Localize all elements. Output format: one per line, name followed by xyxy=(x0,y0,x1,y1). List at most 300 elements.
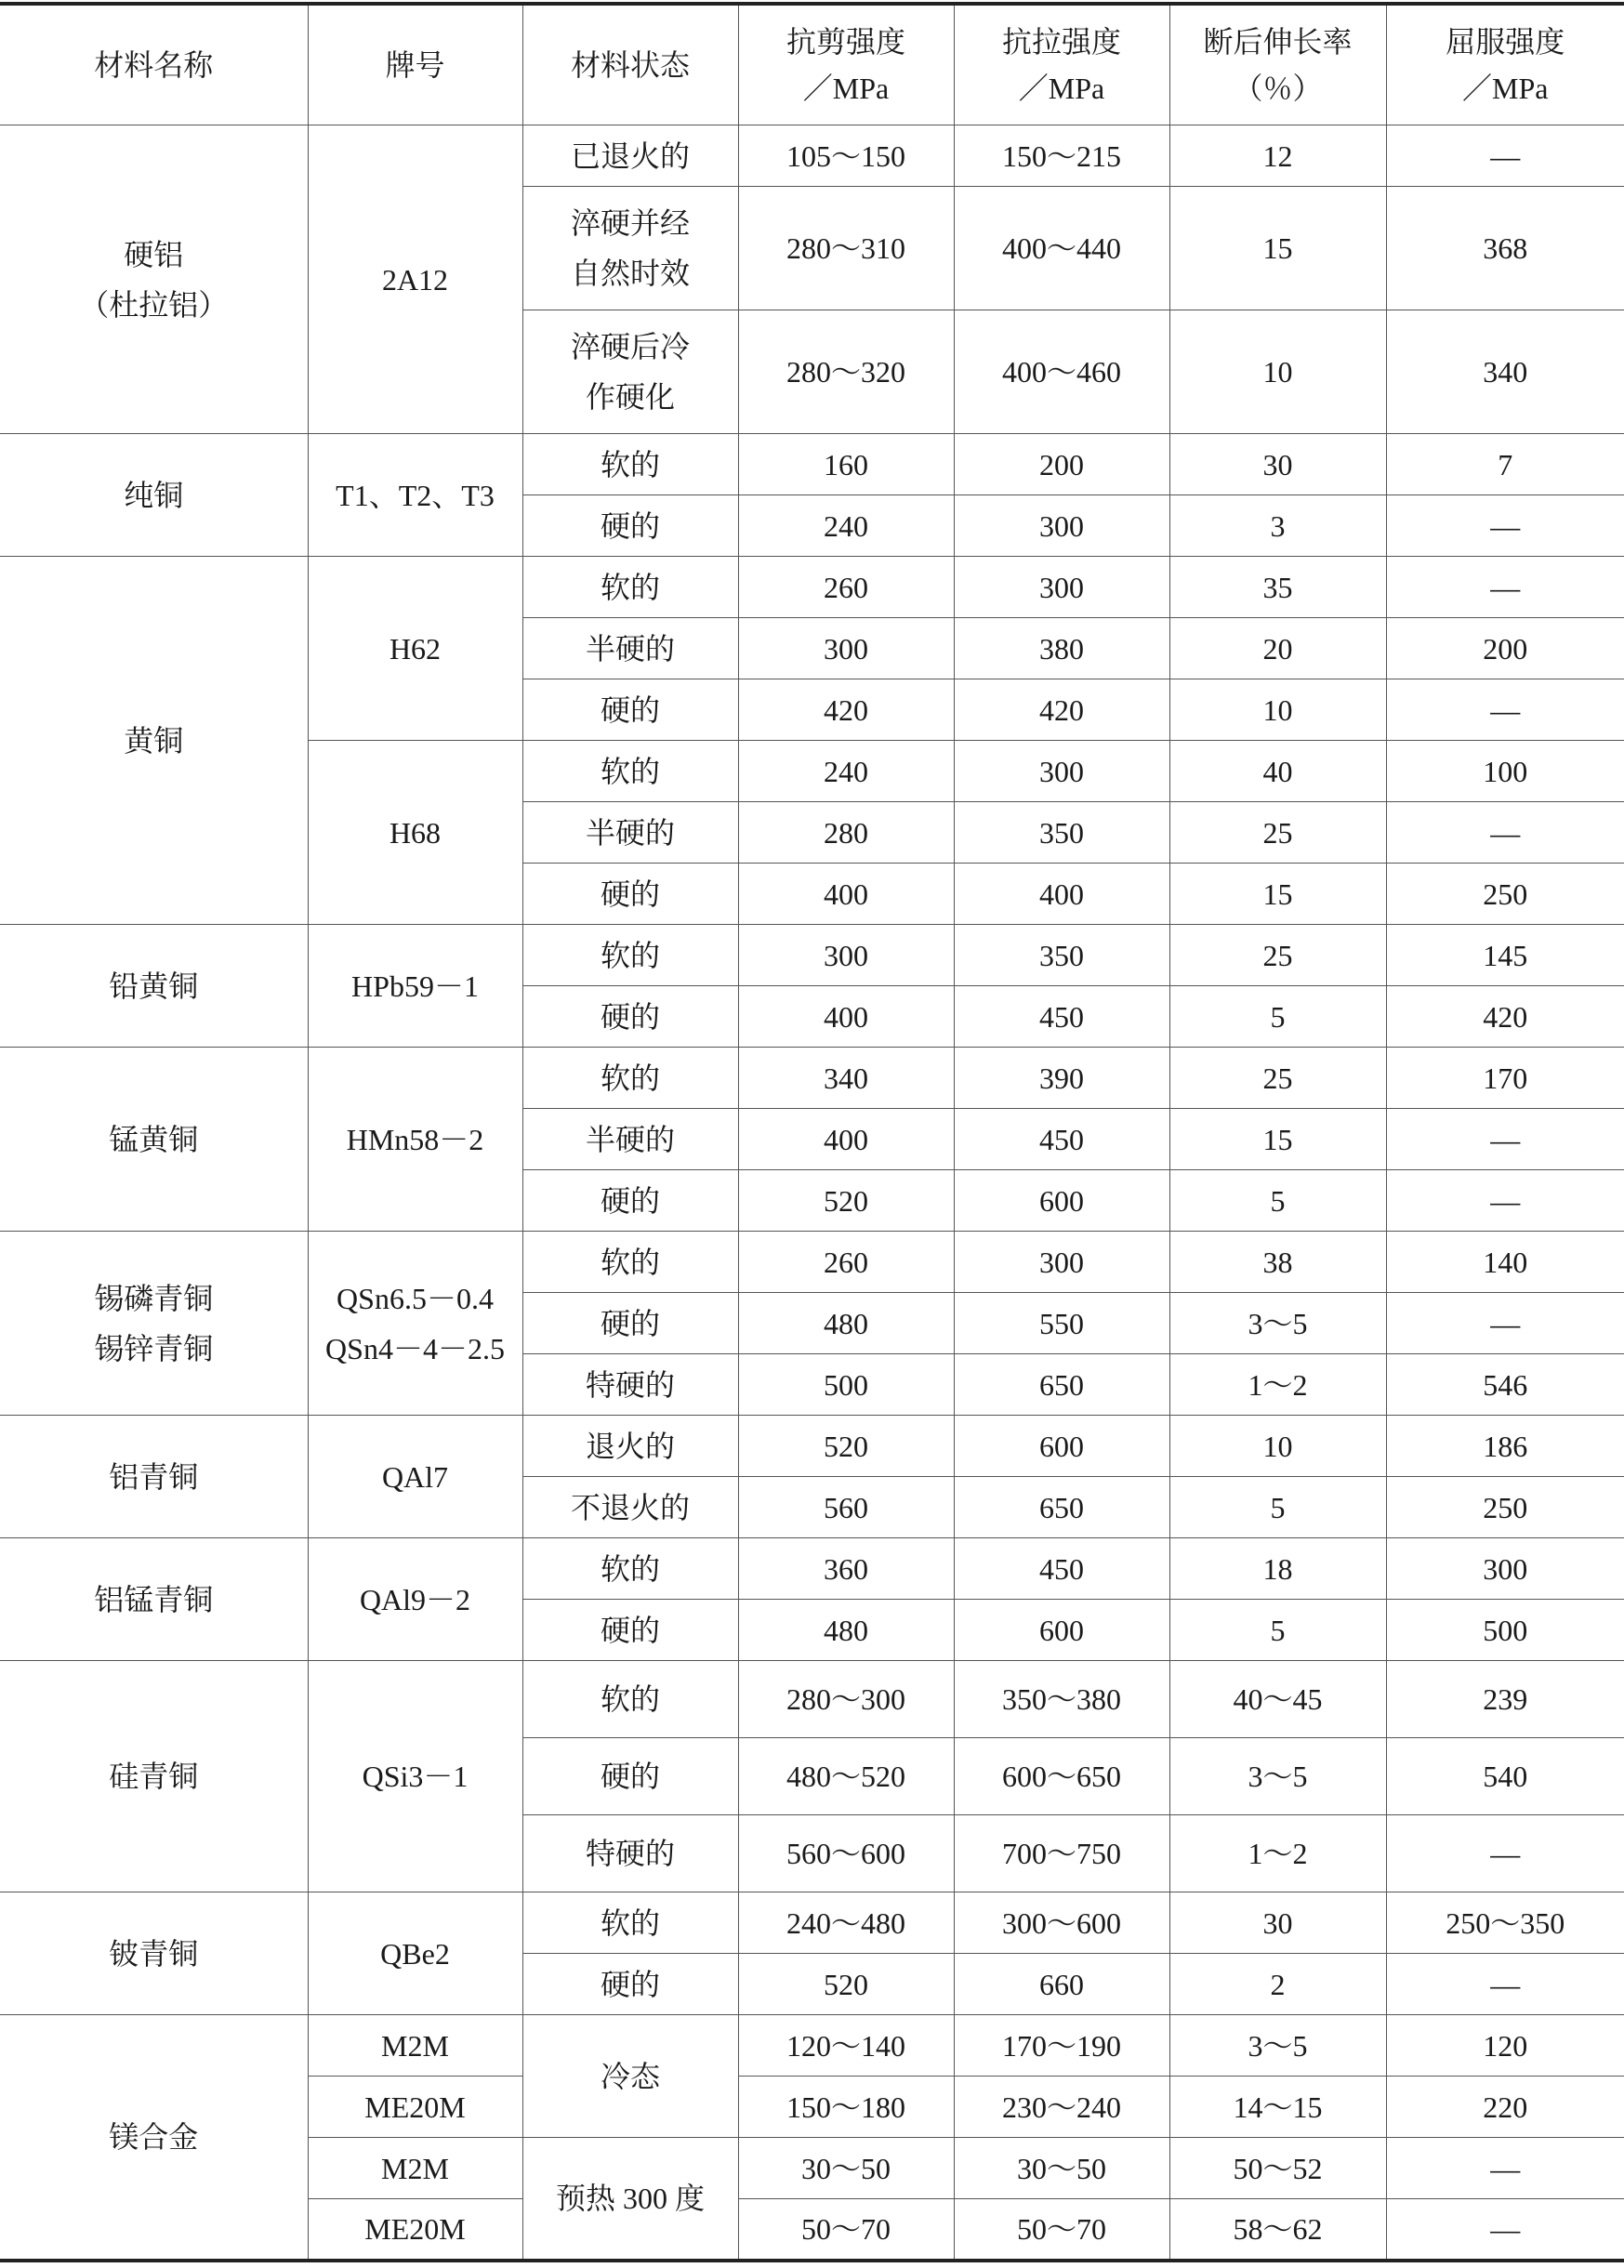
cell-text: 冷态 xyxy=(600,2059,660,2093)
table-cell xyxy=(954,1661,1169,1738)
table-cell xyxy=(954,2138,1169,2199)
cell-text: 250～350 xyxy=(1446,1905,1565,1940)
table-cell xyxy=(1169,187,1386,310)
table-row xyxy=(0,1416,1624,1477)
table-cell xyxy=(1169,557,1386,618)
table-cell xyxy=(954,1738,1169,1815)
table-cell xyxy=(522,1109,738,1170)
table-cell xyxy=(522,1738,738,1815)
table-cell xyxy=(522,679,738,741)
cell-text: 650 xyxy=(1039,1490,1084,1524)
table-cell xyxy=(522,2015,738,2138)
cell-text: 特硬的 xyxy=(585,1837,675,1870)
cell-text: QAl7 xyxy=(381,1459,449,1494)
table-cell xyxy=(738,986,954,1048)
table-cell xyxy=(1169,1477,1386,1538)
table-cell xyxy=(1386,125,1624,187)
table-cell xyxy=(738,1954,954,2015)
cell-text: 450 xyxy=(1039,1551,1084,1586)
cell-text: — xyxy=(1490,1183,1521,1218)
table-cell xyxy=(522,495,738,557)
cell-text: 硬的 xyxy=(600,999,660,1034)
table-cell xyxy=(522,1538,738,1600)
table-cell xyxy=(522,1293,738,1354)
table-cell xyxy=(1386,864,1624,925)
table-cell xyxy=(1386,187,1624,310)
table-cell xyxy=(1386,1416,1624,1477)
cell-text: 硬的 xyxy=(600,692,660,727)
table-cell xyxy=(308,2138,522,2199)
cell-text: 硬的 xyxy=(600,1760,660,1793)
table-cell xyxy=(738,1815,954,1892)
cell-text: 58～62 xyxy=(1233,2211,1323,2246)
table-cell xyxy=(308,434,522,557)
table-cell xyxy=(738,187,954,310)
table-row xyxy=(0,1232,1624,1293)
table-cell xyxy=(1169,1954,1386,2015)
cell-text: 淬硬并经 xyxy=(570,206,690,240)
cell-text: QAl9－2 xyxy=(359,1582,471,1616)
cell-text: QBe2 xyxy=(380,1936,450,1971)
table-cell xyxy=(738,1232,954,1293)
cell-text: 450 xyxy=(1039,1122,1084,1156)
cell-text: 230～240 xyxy=(1001,2090,1121,2124)
table-cell xyxy=(522,1954,738,2015)
table-cell xyxy=(522,618,738,679)
table-cell xyxy=(0,1661,308,1892)
cell-text: QSn6.5－0.4 xyxy=(337,1281,494,1315)
table-cell xyxy=(522,557,738,618)
table-cell xyxy=(1169,1354,1386,1416)
cell-text: M2M xyxy=(381,2151,449,2185)
table-cell xyxy=(738,125,954,187)
cell-text: 400～440 xyxy=(1001,231,1121,265)
table-cell xyxy=(1386,1109,1624,1170)
table-cell xyxy=(738,1600,954,1661)
cell-text: 546 xyxy=(1483,1367,1528,1402)
cell-text: 120～140 xyxy=(786,2028,905,2063)
table-cell xyxy=(1169,2199,1386,2261)
table-row xyxy=(0,434,1624,495)
cell-text: 30 xyxy=(1262,447,1293,481)
table-cell xyxy=(954,1416,1169,1477)
cell-text: 硬的 xyxy=(600,508,660,543)
cell-text: — xyxy=(1490,138,1521,173)
table-cell xyxy=(308,1048,522,1232)
cell-text: 500 xyxy=(1483,1613,1528,1647)
cell-text: ME20M xyxy=(364,2090,466,2124)
table-cell xyxy=(522,1661,738,1738)
cell-text: 38 xyxy=(1262,1245,1293,1279)
cell-text: 硬铝 xyxy=(124,237,184,271)
cell-text: 硬的 xyxy=(600,1613,660,1647)
cell-text: 硬的 xyxy=(600,1306,660,1340)
table-cell xyxy=(954,679,1169,741)
table-cell xyxy=(522,2138,738,2261)
cell-text: 520 xyxy=(824,1967,868,2001)
cell-text: 软的 xyxy=(600,1682,660,1716)
table-cell xyxy=(308,2199,522,2261)
table-cell xyxy=(308,1538,522,1661)
cell-text: 软的 xyxy=(600,570,660,604)
cell-text: 150～180 xyxy=(786,2090,905,2124)
cell-text: 660 xyxy=(1039,1967,1084,2001)
cell-text: 600～650 xyxy=(1001,1760,1121,1793)
table-cell xyxy=(1169,2138,1386,2199)
table-cell xyxy=(954,1232,1169,1293)
table-cell xyxy=(522,1232,738,1293)
table-cell xyxy=(0,1232,308,1416)
cell-text: 2A12 xyxy=(381,262,449,297)
table-cell xyxy=(1386,1815,1624,1892)
table-row xyxy=(0,1048,1624,1109)
table-cell xyxy=(1386,925,1624,986)
cell-text: 50～52 xyxy=(1233,2151,1323,2185)
table-cell xyxy=(738,925,954,986)
table-cell xyxy=(738,2077,954,2138)
cell-text: 520 xyxy=(824,1183,868,1218)
cell-text: HPb59－1 xyxy=(351,969,479,1003)
cell-text: 280～310 xyxy=(786,231,905,265)
cell-text: 145 xyxy=(1483,938,1528,972)
header-material-name: 材料名称 xyxy=(0,4,308,125)
table-cell xyxy=(1386,741,1624,802)
cell-text: 黄铜 xyxy=(124,723,184,758)
cell-text: 350～380 xyxy=(1001,1682,1121,1716)
cell-text: 硬的 xyxy=(600,1967,660,2001)
cell-text: 240～480 xyxy=(786,1905,905,1940)
cell-text: 20 xyxy=(1262,631,1293,666)
table-cell xyxy=(1169,1293,1386,1354)
cell-text: 170～190 xyxy=(1001,2028,1121,2063)
table-cell xyxy=(1169,741,1386,802)
cell-text: 淬硬后冷 xyxy=(570,330,690,363)
table-cell xyxy=(954,2077,1169,2138)
table-row xyxy=(0,1661,1624,1738)
cell-text: QSi3－1 xyxy=(362,1760,469,1793)
cell-text: 软的 xyxy=(600,754,660,788)
cell-text: 600 xyxy=(1039,1429,1084,1463)
cell-text: M2M xyxy=(381,2028,449,2063)
table-cell xyxy=(738,2015,954,2077)
table-cell xyxy=(738,864,954,925)
table-cell xyxy=(1169,1661,1386,1738)
cell-text: 260 xyxy=(824,570,868,604)
header-grade: 牌号 xyxy=(308,4,522,125)
table-cell xyxy=(1386,310,1624,434)
table-cell xyxy=(522,1892,738,1954)
cell-text: 105～150 xyxy=(786,138,905,173)
table-cell xyxy=(0,2015,308,2261)
table-cell xyxy=(308,2077,522,2138)
cell-text: 软的 xyxy=(600,447,660,481)
cell-text: 260 xyxy=(824,1245,868,1279)
table-cell xyxy=(954,1354,1169,1416)
cell-text: 半硬的 xyxy=(585,815,675,850)
cell-text: 350 xyxy=(1039,815,1084,850)
cell-text: 5 xyxy=(1270,1613,1286,1647)
header-elongation: 断后伸长率 （％） xyxy=(1169,4,1386,125)
cell-text: 200 xyxy=(1483,631,1528,666)
table-cell xyxy=(1169,1738,1386,1815)
table-cell xyxy=(954,310,1169,434)
table-cell xyxy=(1169,2077,1386,2138)
cell-text: 368 xyxy=(1483,231,1528,265)
cell-text: 50～70 xyxy=(800,2211,891,2246)
table-cell xyxy=(0,1538,308,1661)
table-cell xyxy=(0,1892,308,2015)
cell-text: 280～300 xyxy=(786,1682,905,1716)
table-cell xyxy=(522,802,738,864)
table-cell xyxy=(0,557,308,925)
table-cell xyxy=(1386,1232,1624,1293)
cell-text: 300 xyxy=(1483,1551,1528,1586)
table-cell xyxy=(1169,925,1386,986)
table-cell xyxy=(1386,2199,1624,2261)
table-cell xyxy=(738,1354,954,1416)
table-cell xyxy=(1386,679,1624,741)
cell-text: 15 xyxy=(1262,1122,1293,1156)
cell-text: 已退火的 xyxy=(570,138,690,173)
table-cell xyxy=(522,986,738,1048)
table-body xyxy=(0,125,1624,2261)
table-cell xyxy=(1386,1354,1624,1416)
table-cell xyxy=(1386,618,1624,679)
cell-text: 3～5 xyxy=(1248,1760,1308,1793)
cell-text: 560 xyxy=(824,1490,868,1524)
table-cell xyxy=(1386,2015,1624,2077)
table-cell xyxy=(738,434,954,495)
table-cell xyxy=(522,1170,738,1232)
table-cell xyxy=(308,1661,522,1892)
cell-text: 250 xyxy=(1483,877,1528,911)
header-row xyxy=(0,4,1624,125)
cell-text: 140 xyxy=(1483,1245,1528,1279)
cell-text: 300～600 xyxy=(1001,1905,1121,1940)
table-cell xyxy=(1169,986,1386,1048)
table-cell xyxy=(954,1954,1169,2015)
table-cell xyxy=(954,1293,1169,1354)
table-cell xyxy=(738,495,954,557)
cell-text: 300 xyxy=(824,938,868,972)
table-cell xyxy=(1169,1109,1386,1170)
header-condition: 材料状态 xyxy=(522,4,738,125)
cell-text: 400 xyxy=(824,877,868,911)
table-cell xyxy=(1386,1048,1624,1109)
table-cell xyxy=(738,310,954,434)
cell-text: 铝锰青铜 xyxy=(94,1582,214,1616)
cell-text: 220 xyxy=(1483,2090,1528,2124)
table-cell xyxy=(0,1416,308,1538)
material-properties-table xyxy=(0,2,1624,2262)
table-cell xyxy=(738,1661,954,1738)
cell-text: 150～215 xyxy=(1001,138,1121,173)
cell-text: 纯铜 xyxy=(124,478,184,512)
table-cell xyxy=(1169,1170,1386,1232)
table-cell xyxy=(954,1170,1169,1232)
cell-text: — xyxy=(1490,1306,1521,1340)
table-cell xyxy=(1386,2077,1624,2138)
cell-text: 镁合金 xyxy=(109,2119,199,2154)
cell-text: 300 xyxy=(1039,754,1084,788)
table-cell xyxy=(1169,618,1386,679)
table-cell xyxy=(522,1416,738,1477)
table-cell xyxy=(0,1048,308,1232)
cell-text: 3 xyxy=(1270,508,1286,543)
table-cell xyxy=(1386,1661,1624,1738)
cell-text: 15 xyxy=(1262,231,1293,265)
cell-text: 550 xyxy=(1039,1306,1084,1340)
header-shear-strength: 抗剪强度 ／MPa xyxy=(738,4,954,125)
cell-text: 3～5 xyxy=(1248,2028,1308,2063)
table-cell xyxy=(954,187,1169,310)
table-cell xyxy=(738,618,954,679)
cell-text: 300 xyxy=(1039,508,1084,543)
cell-text: 200 xyxy=(1039,447,1084,481)
cell-text: 锰黄铜 xyxy=(109,1122,199,1156)
table-row xyxy=(0,925,1624,986)
cell-text: 软的 xyxy=(600,938,660,972)
cell-text: 400 xyxy=(1039,877,1084,911)
table-cell xyxy=(1386,802,1624,864)
table-cell xyxy=(308,1416,522,1538)
table-cell xyxy=(954,1109,1169,1170)
cell-text: 锡磷青铜 xyxy=(94,1281,214,1315)
cell-text: 10 xyxy=(1262,355,1293,389)
table-cell xyxy=(738,557,954,618)
cell-text: 25 xyxy=(1262,938,1293,972)
cell-text: 280 xyxy=(824,815,868,850)
cell-text: — xyxy=(1490,1122,1521,1156)
cell-text: T1、T2、T3 xyxy=(336,478,495,512)
table-cell xyxy=(738,741,954,802)
table-cell xyxy=(522,1600,738,1661)
table-cell xyxy=(1386,1954,1624,2015)
cell-text: 340 xyxy=(824,1061,868,1095)
table-cell xyxy=(1386,2138,1624,2199)
table-header xyxy=(0,4,1624,125)
header-tensile-strength: 抗拉强度 ／MPa xyxy=(954,4,1169,125)
table-cell xyxy=(954,618,1169,679)
cell-text: 420 xyxy=(1483,999,1528,1034)
cell-text: 30～50 xyxy=(1016,2151,1106,2185)
cell-text: 35 xyxy=(1262,570,1293,604)
cell-text: H62 xyxy=(389,631,442,666)
table-cell xyxy=(0,925,308,1048)
table-cell xyxy=(738,2138,954,2199)
cell-text: 420 xyxy=(1039,692,1084,727)
table-cell xyxy=(954,1477,1169,1538)
cell-text: — xyxy=(1490,570,1521,604)
cell-text: 700～750 xyxy=(1001,1837,1121,1870)
table-cell xyxy=(1386,1538,1624,1600)
table-cell xyxy=(738,802,954,864)
cell-text: — xyxy=(1490,2211,1521,2246)
cell-text: 600 xyxy=(1039,1613,1084,1647)
cell-text: 不退火的 xyxy=(570,1490,690,1524)
cell-text: 40 xyxy=(1262,754,1293,788)
table-cell xyxy=(954,1815,1169,1892)
cell-text: 预热 300 度 xyxy=(555,2181,705,2215)
cell-text: — xyxy=(1490,1967,1521,2001)
cell-text: 铍青铜 xyxy=(109,1936,199,1971)
table-cell xyxy=(308,557,522,741)
table-cell xyxy=(1169,1232,1386,1293)
table-cell xyxy=(738,1892,954,1954)
cell-text: 50～70 xyxy=(1016,2211,1106,2246)
cell-text: — xyxy=(1490,2151,1521,2185)
cell-text: 3～5 xyxy=(1248,1306,1308,1340)
cell-text: 30 xyxy=(1262,1905,1293,1940)
cell-text: 40～45 xyxy=(1233,1682,1323,1716)
cell-text: 160 xyxy=(824,447,868,481)
cell-text: 240 xyxy=(824,754,868,788)
table-cell xyxy=(954,434,1169,495)
cell-text: — xyxy=(1490,508,1521,543)
table-cell xyxy=(1169,2015,1386,2077)
cell-text: 软的 xyxy=(600,1551,660,1586)
table-row xyxy=(0,1538,1624,1600)
cell-text: 500 xyxy=(824,1367,868,1402)
table-cell xyxy=(308,741,522,925)
cell-text: 120 xyxy=(1483,2028,1528,2063)
table-cell xyxy=(522,125,738,187)
table-cell xyxy=(954,925,1169,986)
cell-text: 300 xyxy=(1039,1245,1084,1279)
cell-text: 400 xyxy=(824,999,868,1034)
cell-text: 2 xyxy=(1270,1967,1286,2001)
table-cell xyxy=(1386,495,1624,557)
cell-text: 350 xyxy=(1039,938,1084,972)
cell-text: 650 xyxy=(1039,1367,1084,1402)
table-cell xyxy=(308,2015,522,2077)
cell-text: — xyxy=(1490,692,1521,727)
table-cell xyxy=(954,557,1169,618)
cell-text: 520 xyxy=(824,1429,868,1463)
table-cell xyxy=(954,2015,1169,2077)
cell-text: 7 xyxy=(1498,447,1513,481)
cell-text: 半硬的 xyxy=(585,1122,675,1156)
table-cell xyxy=(738,1477,954,1538)
cell-text: HMn58－2 xyxy=(346,1122,484,1156)
table-cell xyxy=(308,925,522,1048)
cell-text: 340 xyxy=(1483,355,1528,389)
table-cell xyxy=(954,1538,1169,1600)
table-cell xyxy=(954,1892,1169,1954)
table-cell xyxy=(0,434,308,557)
table-cell xyxy=(738,679,954,741)
cell-text: 铅黄铜 xyxy=(109,969,199,1003)
table-cell xyxy=(954,125,1169,187)
cell-text: 特硬的 xyxy=(585,1367,675,1402)
table-cell xyxy=(1169,1416,1386,1477)
cell-text: 400～460 xyxy=(1001,355,1121,389)
cell-text: 5 xyxy=(1270,999,1286,1034)
table-row xyxy=(0,1892,1624,1954)
cell-text: 170 xyxy=(1483,1061,1528,1095)
cell-text: 480 xyxy=(824,1306,868,1340)
table-cell xyxy=(738,1109,954,1170)
table-cell xyxy=(522,1048,738,1109)
cell-text: 锡锌青铜 xyxy=(94,1331,214,1365)
header-yield-strength: 屈服强度 ／MPa xyxy=(1386,4,1624,125)
cell-text: 14～15 xyxy=(1233,2090,1323,2124)
cell-text: 360 xyxy=(824,1551,868,1586)
table-cell xyxy=(954,2199,1169,2261)
cell-text: 420 xyxy=(824,692,868,727)
table-row xyxy=(0,125,1624,187)
table-cell xyxy=(1386,434,1624,495)
